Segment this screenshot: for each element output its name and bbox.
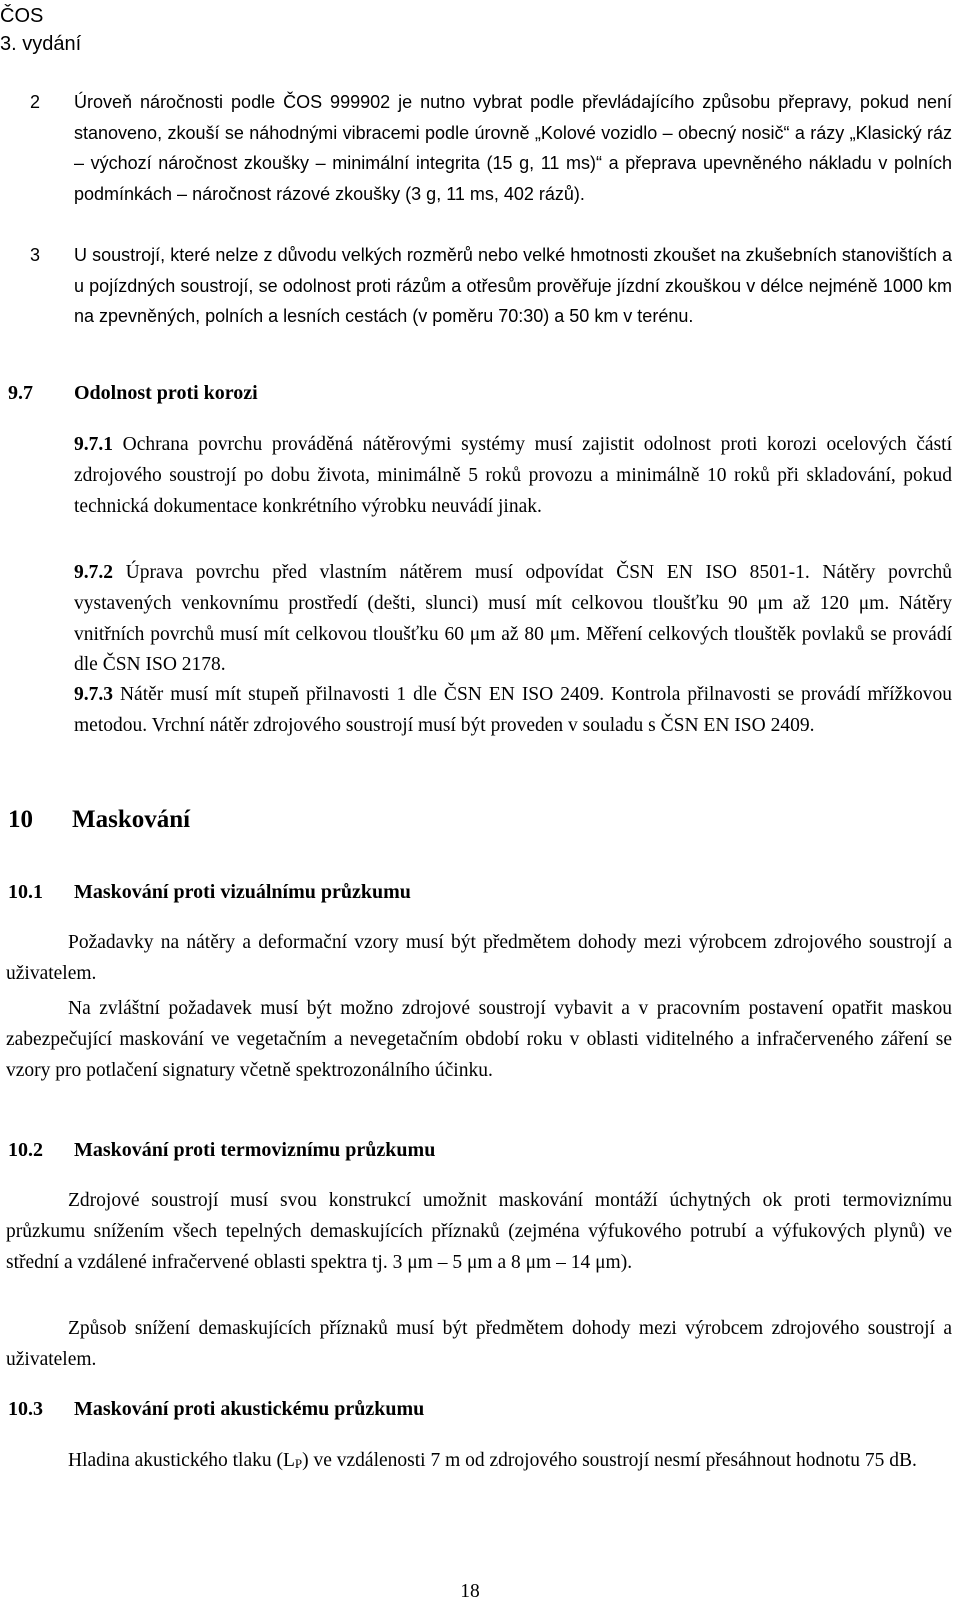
body-paragraph [6, 1446, 952, 1480]
subscript: P [294, 1456, 303, 1471]
section-heading [8, 381, 258, 405]
section-title: Maskování proti vizuálnímu průzkumu [74, 881, 411, 903]
paragraph-number: 9.7.2 [74, 562, 113, 583]
paragraph-text: Nátěr musí mít stupeň přilnavosti 1 dle ČSN EN ISO 2409. Kontrola přilnavosti se provádí mřížkovou metodou. Vrchní nátěr zdrojového soustrojí musí být proveden v souladu s ČSN EN ISO 2409. [74, 684, 952, 736]
section-heading [8, 880, 411, 904]
paragraph-number: 9.7.1 [74, 434, 113, 455]
paragraph-text: Úprava povrchu před vlastním nátěrem musí odpovídat ČSN EN ISO 8501-1. Nátěry povrchů vystavených venkovnímu prostředí (dešti, slunci) musí mít celkovou tloušťku 90 μm až 120 μm. Nátěry vnitřních povrchů musí mít celkovou tloušťku 60 μm až 80 μm. Měření celkových tlouštěk povlaků se provádí dle ČSN ISO 2178. [74, 562, 952, 676]
paragraph-number: 9.7.3 [74, 684, 113, 705]
paragraph [74, 558, 952, 681]
section-heading [8, 1138, 435, 1162]
section-number: 10.1 [8, 881, 43, 903]
note-text: U soustrojí, které nelze z důvodu velkých rozměrů nebo velké hmotnosti zkoušet na zkušebních stanovištích a u pojízdných soustrojí, se odolnost proti rázům a otřesům prověřuje jízdní zkouškou v délce nejméně 1000 km na zpevněných, polních a lesních cestách (v poměru 70:30) a 50 km v terénu. [74, 245, 952, 326]
section-number: 10.3 [8, 1398, 43, 1420]
document-code: ČOS [0, 5, 44, 27]
chapter-heading [8, 805, 190, 835]
chapter-number: 10 [8, 806, 33, 833]
note-number: 3 [30, 245, 41, 265]
body-paragraph: Způsob snížení demaskujících příznaků musí být předmětem dohody mezi výrobcem zdrojového soustrojí a uživatelem. [6, 1318, 952, 1370]
edition-label: 3. vydání [0, 33, 82, 55]
section-heading [8, 1397, 424, 1421]
body-paragraph: Požadavky na nátěry a deformační vzory musí být předmětem dohody mezi výrobcem zdrojového soustrojí a uživatelem. [6, 932, 952, 984]
chapter-title: Maskování [72, 806, 191, 833]
paragraph-text: Hladina akustického tlaku (L [68, 1450, 295, 1471]
section-title: Odolnost proti korozi [74, 382, 258, 404]
note-number: 2 [30, 92, 41, 112]
body-paragraph: Zdrojové soustrojí musí svou konstrukcí umožnit maskování montáží úchytných ok proti termoviznímu průzkumu snížením všech tepelných demaskujících příznaků (zejména výfukového potrubí a výfukových plynů) ve střední a vzdálené infračervené oblasti spektra tj. 3 μm – 5 μm a 8 μm – 14 μm). [6, 1190, 952, 1273]
body-paragraph: Na zvláštní požadavek musí být možno zdrojové soustrojí vybavit a v pracovním postavení opatřit maskou zabezpečující maskování ve vegetačním a nevegetačním období roku v oblasti viditelného a infračerveného záření se vzory pro potlačení signatury včetně spektrozonálního účinku. [6, 998, 952, 1081]
page-number: 18 [460, 1581, 480, 1602]
section-number: 9.7 [8, 382, 33, 404]
paragraph [74, 680, 952, 742]
section-number: 10.2 [8, 1139, 43, 1161]
section-title: Maskování proti akustickému průzkumu [74, 1398, 425, 1420]
paragraph-text: Ochrana povrchu prováděná nátěrovými systémy musí zajistit odolnost proti korozi ocelových částí zdrojového soustrojí po dobu života, minimálně 5 roků provozu a minimálně 10 roků při skladování, pokud technická dokumentace konkrétního výrobku neuvádí jinak. [74, 434, 952, 517]
note-text: Úroveň náročnosti podle ČOS 999902 je nutno vybrat podle převládajícího způsobu přepravy, pokud není stanoveno, zkouší se náhodnými vibracemi podle úrovně „Kolové vozidlo – obecný nosič“ a rázy „Klasický ráz – výchozí náročnost zkoušky – minimální integrita (15 g, 11 ms)“ a přeprava upevněného nákladu v polních podmínkách – náročnost rázové zkoušky (3 g, 11 ms, 402 rázů). [74, 92, 952, 204]
paragraph [74, 430, 952, 522]
paragraph-text: ) ve vzdálenosti 7 m od zdrojového soustrojí nesmí přesáhnout hodnotu 75 dB. [302, 1450, 917, 1471]
section-title: Maskování proti termoviznímu průzkumu [74, 1139, 436, 1161]
